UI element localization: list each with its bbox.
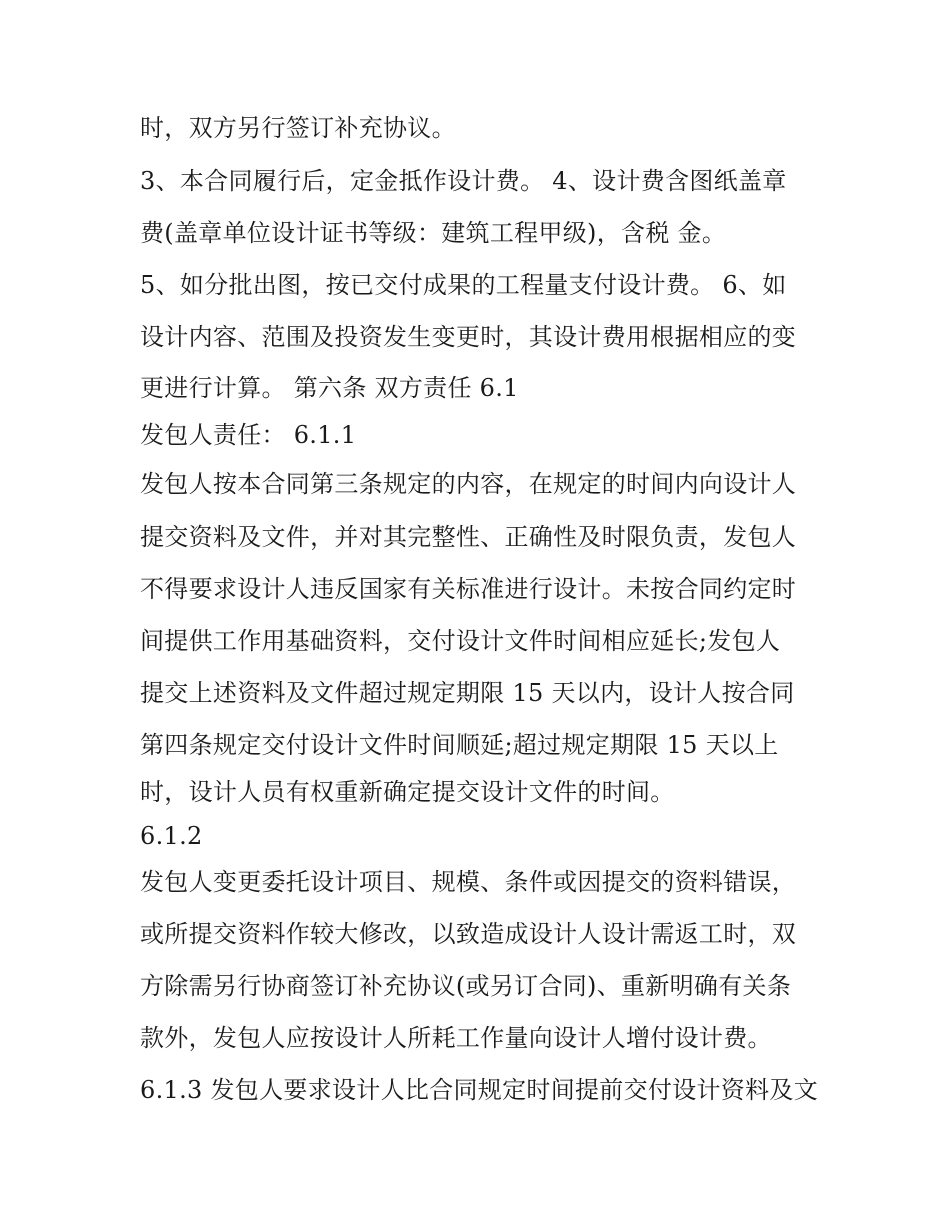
text-line-3: 费(盖章单位设计证书等级：建筑工程甲级)，含税 金。 [140, 219, 727, 247]
text-line-6: 更进行计算。 第六条 双方责任 6.1 [140, 374, 519, 402]
text-line-13: 第四条规定交付设计文件时间顺延;超过规定期限 15 天以上 [140, 731, 779, 759]
text-line-19: 款外，发包人应按设计人所耗工作量向设计人增付设计费。 [140, 1024, 772, 1052]
text-line-15: 6.1.2 [140, 822, 203, 850]
text-line-12: 提交上述资料及文件超过规定期限 15 天以内，设计人按合同 [140, 679, 795, 707]
text-line-4: 5、如分批出图，按已交付成果的工程量支付设计费。 6、如 [140, 271, 787, 299]
text-line-11: 间提供工作用基础资料，交付设计文件时间相应延长;发包人 [140, 627, 781, 655]
text-line-9: 提交资料及文件，并对其完整性、正确性及时限负责，发包人 [140, 523, 797, 551]
text-line-20: 6.1.3 发包人要求设计人比合同规定时间提前交付设计资料及文 [140, 1076, 818, 1104]
text-line-1: 时，双方另行签订补充协议。 [140, 114, 456, 142]
text-line-16: 发包人变更委托设计项目、规模、条件或因提交的资料错误， [140, 868, 797, 896]
text-line-14: 时，设计人员有权重新确定提交设计文件的时间。 [140, 778, 675, 806]
text-line-17: 或所提交资料作较大修改，以致造成设计人设计需返工时，双 [140, 920, 797, 948]
text-line-2: 3、本合同履行后，定金抵作设计费。 4、设计费含图纸盖章 [140, 167, 787, 195]
text-line-8: 发包人按本合同第三条规定的内容，在规定的时间内向设计人 [140, 470, 797, 498]
text-line-5: 设计内容、范围及投资发生变更时，其设计费用根据相应的变 [140, 323, 797, 351]
text-line-7: 发包人责任： 6.1.1 [140, 421, 357, 449]
text-line-18: 方除需另行协商签订补充协议(或另订合同)、重新明确有关条 [140, 972, 792, 1000]
text-line-10: 不得要求设计人违反国家有关标准进行设计。未按合同约定时 [140, 575, 797, 603]
